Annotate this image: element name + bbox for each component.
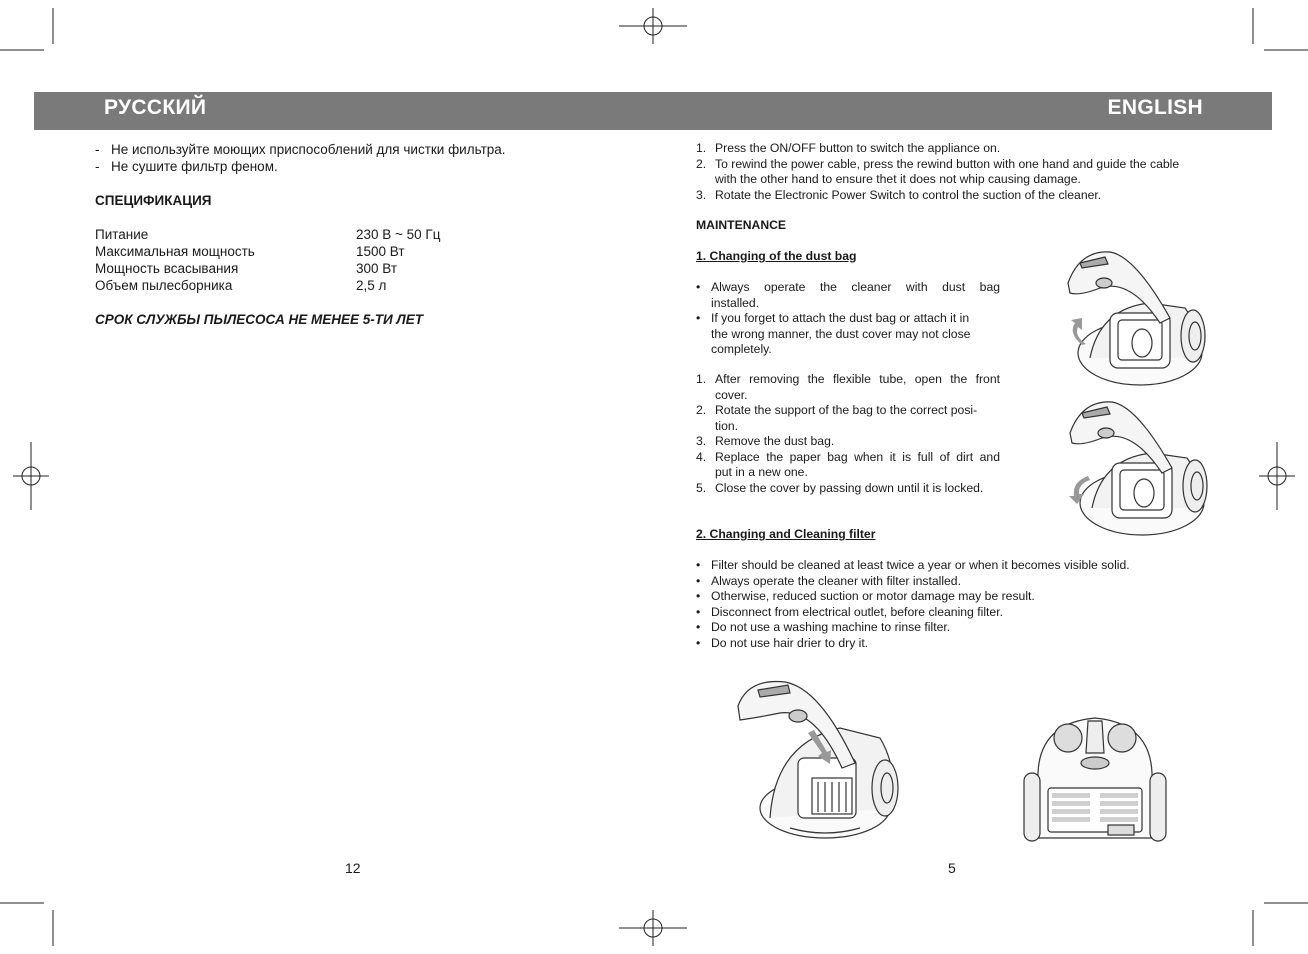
step-item: 3. Rotate the Electronic Power Switch to control the suction of the cleaner.: [696, 187, 1102, 202]
bullet-item: • Always operate the cleaner with filter installed.: [696, 573, 961, 588]
operation-steps: [696, 141, 1226, 203]
bullet-item: • Do not use hair drier to dry it.: [696, 635, 869, 650]
bullet-item: • Always operate the cleaner with dust bag installed.: [696, 280, 1000, 310]
dust-bag-steps: [696, 372, 1000, 496]
vacuum-bag-support-illustration: [1060, 400, 1210, 540]
english-header-title: ENGLISH: [1107, 96, 1203, 119]
spec-row: [95, 226, 515, 243]
step-item: 3. Remove the dust bag.: [696, 434, 835, 448]
bullet-item: • If you forget to attach the dust bag or attach it in the wrong manner, the dust cover may not close completely.: [696, 311, 971, 356]
vacuum-rear-view-illustration: [1020, 713, 1170, 848]
spec-value: 2,5 л: [356, 278, 387, 293]
page-number-right: 5: [948, 860, 956, 876]
bullet-item: • Do not use a washing machine to rinse filter.: [696, 620, 951, 634]
specification-title: СПЕЦИФИКАЦИЯ: [95, 193, 212, 208]
dash-item: - Не сушите фильтр феном.: [95, 159, 278, 174]
bullet-item: • Filter should be cleaned at least twice a year or when it becomes visible solid.: [696, 558, 1130, 572]
russian-header-bar: [34, 92, 654, 130]
spec-label: Питание: [95, 227, 149, 242]
vacuum-filter-illustration: [730, 678, 900, 843]
maintenance-title: MAINTENANCE: [696, 218, 787, 232]
filter-care-dash-list: [95, 141, 635, 175]
page-number-left: 12: [345, 860, 361, 876]
service-life-note: СРОК СЛУЖБЫ ПЫЛЕСОСА НЕ МЕНЕЕ 5-ТИ ЛЕТ: [95, 312, 423, 327]
step-item: 5. Close the cover by passing down until it is locked.: [696, 480, 984, 495]
vacuum-open-cover-illustration: [1060, 248, 1210, 390]
dash-item: - Не используйте моющих приспособлений для чистки фильтра.: [95, 142, 506, 157]
russian-header-title: РУССКИЙ: [104, 96, 207, 119]
filter-section-title: 2. Changing and Cleaning filter: [696, 527, 876, 541]
spec-row: [95, 260, 515, 277]
step-item: 4. Replace the paper bag when it is full of dirt and put in a new one.: [696, 449, 1000, 479]
spec-label: Мощность всасывания: [95, 261, 239, 276]
bullet-item: • Otherwise, reduced suction or motor damage may be result.: [696, 589, 1035, 603]
step-item: 2. To rewind the power cable, press the rewind button with one hand and guide the cable with the other hand to ensure thet it does not whip causing damage.: [696, 156, 1180, 186]
specification-table: [95, 226, 515, 294]
spec-label: Максимальная мощность: [95, 244, 255, 259]
dust-bag-bullets: [696, 280, 1000, 358]
spec-value: 300 Вт: [356, 261, 398, 276]
spec-row: [95, 243, 515, 260]
dust-bag-section-title: 1. Changing of the dust bag: [696, 249, 857, 263]
step-item: 2. Rotate the support of the bag to the correct posi- tion.: [696, 403, 978, 433]
step-item: 1. Press the ON/OFF button to switch the appliance on.: [696, 141, 1001, 155]
spec-value: 1500 Вт: [356, 244, 405, 259]
spec-row: [95, 277, 515, 294]
step-item: 1. After removing the flexible tube, open the front cover.: [696, 372, 1000, 402]
english-header-bar: [654, 92, 1272, 130]
spec-value: 230 В ~ 50 Гц: [356, 227, 441, 242]
filter-bullets: [696, 558, 1236, 651]
bullet-item: • Disconnect from electrical outlet, before cleaning filter.: [696, 604, 1003, 619]
spec-label: Объем пылесборника: [95, 278, 233, 293]
